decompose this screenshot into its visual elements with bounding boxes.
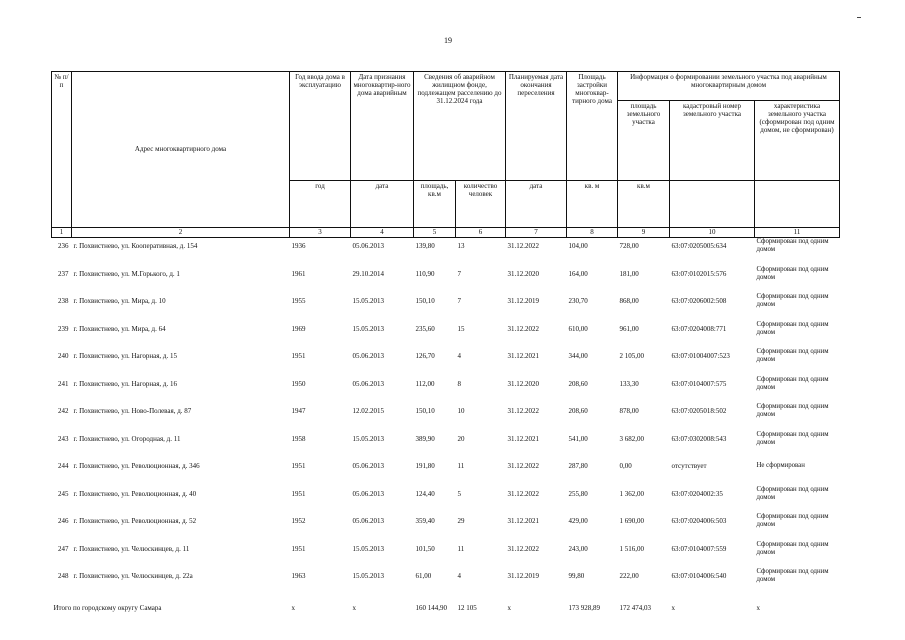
unit-cadastral bbox=[670, 181, 755, 228]
total-cadastral: x bbox=[671, 603, 675, 612]
row-built-area: 208,60 bbox=[568, 379, 588, 388]
header-address: Адрес многоквартирного дома bbox=[72, 72, 290, 228]
row-characteristic: Сформирован под одним домом bbox=[756, 540, 829, 556]
row-year: 1951 bbox=[291, 544, 306, 553]
row-area: 101,50 bbox=[415, 544, 435, 553]
table-row bbox=[52, 513, 840, 541]
row-year: 1961 bbox=[291, 269, 306, 278]
row-address: г. Похвистнево, ул. Мира, д. 10 bbox=[73, 297, 166, 305]
row-date-recognized: 15.05.2013 bbox=[352, 572, 384, 580]
row-characteristic: Сформирован под одним домом bbox=[756, 238, 829, 254]
row-built-area: 208,60 bbox=[568, 407, 588, 415]
unit-date-recognized: дата bbox=[351, 181, 414, 228]
header-date-recognized: Дата признания многоквартир-ного дома аварийным bbox=[351, 72, 414, 181]
row-planned-date: 31.12.2022 bbox=[507, 462, 539, 470]
row-address: г. Похвистнево, ул. Революционная, д. 346 bbox=[73, 462, 200, 470]
row-built-area: 243,00 bbox=[568, 544, 588, 553]
row-date-recognized: 05.06.2013 bbox=[352, 242, 384, 250]
total-characteristic: x bbox=[756, 603, 760, 612]
row-cadastral: 63:07:0205018:502 bbox=[671, 407, 727, 415]
row-people: 29 bbox=[457, 517, 465, 525]
row-index: 248 bbox=[58, 572, 69, 580]
row-planned-date: 31.12.2021 bbox=[507, 434, 539, 443]
row-planned-date: 31.12.2022 bbox=[507, 324, 539, 333]
table-row bbox=[52, 568, 840, 596]
row-people: 7 bbox=[457, 269, 461, 278]
row-planned-date: 31.12.2019 bbox=[507, 297, 539, 305]
row-land-area: 222,00 bbox=[619, 572, 639, 580]
row-address: г. Похвистнево, ул. Челюскинцев, д. 11 bbox=[73, 544, 190, 553]
total-row bbox=[52, 596, 840, 624]
column-number: 3 bbox=[290, 228, 351, 238]
row-address: г. Похвистнево, ул. Революционная, д. 52 bbox=[73, 517, 197, 525]
row-built-area: 541,00 bbox=[568, 434, 588, 443]
row-index: 242 bbox=[58, 407, 69, 415]
row-year: 1969 bbox=[291, 324, 306, 333]
row-date-recognized: 29.10.2014 bbox=[352, 269, 384, 278]
row-date-recognized: 15.05.2013 bbox=[352, 324, 384, 333]
row-index: 240 bbox=[58, 352, 69, 360]
row-cadastral: 63:07:0204006:503 bbox=[671, 517, 727, 525]
column-number: 7 bbox=[506, 228, 567, 238]
row-area: 126,70 bbox=[415, 352, 435, 360]
total-built-area: 173 928,89 bbox=[568, 603, 600, 612]
table-row bbox=[52, 321, 840, 349]
row-land-area: 133,30 bbox=[619, 379, 639, 388]
table-row bbox=[52, 376, 840, 404]
row-area: 139,80 bbox=[415, 242, 435, 250]
table-row bbox=[52, 458, 840, 486]
header-year: Год ввода дома в эксплуатацию bbox=[290, 72, 351, 181]
row-people: 7 bbox=[457, 297, 461, 305]
page-number: 19 bbox=[444, 36, 452, 45]
table-row bbox=[52, 348, 840, 376]
row-date-recognized: 05.06.2013 bbox=[352, 517, 384, 525]
row-characteristic: Сформирован под одним домом bbox=[756, 485, 829, 501]
total-year: x bbox=[291, 603, 295, 612]
total-land-area: 172 474,03 bbox=[619, 603, 651, 612]
row-address: г. Похвистнево, ул. Огородная, д. 11 bbox=[73, 434, 181, 443]
row-year: 1955 bbox=[291, 297, 306, 305]
row-people: 10 bbox=[457, 407, 465, 415]
row-index: 241 bbox=[58, 379, 69, 388]
row-year: 1936 bbox=[291, 242, 306, 250]
row-land-area: 1 362,00 bbox=[619, 489, 644, 498]
header-land-characteristic: характеристика земельного участка (сформирован под одним домом, не сформирован) bbox=[755, 101, 840, 181]
row-area: 61,00 bbox=[415, 572, 432, 580]
header-index: № п/п bbox=[52, 72, 72, 228]
row-index: 246 bbox=[58, 517, 69, 525]
row-people: 4 bbox=[457, 572, 461, 580]
row-people: 8 bbox=[457, 379, 461, 388]
unit-land-area: кв.м bbox=[618, 181, 670, 228]
row-year: 1951 bbox=[291, 352, 306, 360]
row-characteristic: Сформирован под одним домом bbox=[756, 430, 829, 446]
row-land-area: 878,00 bbox=[619, 407, 639, 415]
row-year: 1963 bbox=[291, 572, 306, 580]
row-address: г. Похвистнево, ул. Мира, д. 64 bbox=[73, 324, 166, 333]
header-built-area: Площадь застройки многоквар-тирного дома bbox=[567, 72, 618, 181]
row-built-area: 164,00 bbox=[568, 269, 588, 278]
total-planned-date: x bbox=[507, 603, 511, 612]
row-date-recognized: 15.05.2013 bbox=[352, 434, 384, 443]
row-address: г. Похвистнево, ул. М.Горького, д. 1 bbox=[73, 269, 180, 278]
row-cadastral: 63:07:0104007:559 bbox=[671, 544, 727, 553]
row-people: 11 bbox=[457, 462, 465, 470]
row-built-area: 230,70 bbox=[568, 297, 588, 305]
row-address: г. Похвистнево, ул. Нагорная, д. 16 bbox=[73, 379, 177, 388]
column-number: 1 bbox=[52, 228, 72, 238]
row-address: г. Похвистнево, ул. Кооперативная, д. 154 bbox=[73, 242, 198, 250]
header-planned-date: Планируемая дата окончания переселения bbox=[506, 72, 567, 181]
row-land-area: 0,00 bbox=[619, 462, 632, 470]
row-land-area: 961,00 bbox=[619, 324, 639, 333]
row-area: 112,00 bbox=[415, 379, 435, 388]
row-cadastral: 63:07:0102015:576 bbox=[671, 269, 727, 278]
row-year: 1950 bbox=[291, 379, 306, 388]
row-index: 236 bbox=[58, 242, 69, 250]
row-year: 1947 bbox=[291, 407, 306, 415]
corner-mark bbox=[857, 17, 861, 18]
row-people: 5 bbox=[457, 489, 461, 498]
row-planned-date: 31.12.2020 bbox=[507, 379, 539, 388]
row-built-area: 255,80 bbox=[568, 489, 588, 498]
row-index: 245 bbox=[58, 489, 69, 498]
row-address: г. Похвистнево, ул. Челюскинцев, д. 22а bbox=[73, 572, 193, 580]
row-land-area: 1 516,00 bbox=[619, 544, 644, 553]
row-area: 389,90 bbox=[415, 434, 435, 443]
row-year: 1951 bbox=[291, 489, 306, 498]
emergency-housing-table bbox=[51, 71, 840, 624]
row-characteristic: Сформирован под одним домом bbox=[756, 348, 829, 364]
row-characteristic: Сформирован под одним домом bbox=[756, 265, 829, 281]
row-planned-date: 31.12.2019 bbox=[507, 572, 539, 580]
unit-planned-date: дата bbox=[506, 181, 567, 228]
total-date-recognized: x bbox=[352, 603, 356, 612]
column-number: 6 bbox=[456, 228, 506, 238]
row-date-recognized: 05.06.2013 bbox=[352, 379, 384, 388]
row-cadastral: 63:07:0206002:508 bbox=[671, 297, 727, 305]
row-area: 191,80 bbox=[415, 462, 435, 470]
row-built-area: 344,00 bbox=[568, 352, 588, 360]
table-row bbox=[52, 238, 840, 266]
row-characteristic: Сформирован под одним домом bbox=[756, 293, 829, 309]
unit-year: год bbox=[290, 181, 351, 228]
row-land-area: 728,00 bbox=[619, 242, 639, 250]
row-land-area: 181,00 bbox=[619, 269, 639, 278]
row-area: 150,10 bbox=[415, 297, 435, 305]
row-cadastral: 63:07:0104006:540 bbox=[671, 572, 727, 580]
row-characteristic: Сформирован под одним домом bbox=[756, 375, 829, 391]
row-characteristic: Сформирован под одним домом bbox=[756, 320, 829, 336]
row-characteristic: Не сформирован bbox=[756, 462, 805, 469]
row-cadastral: 63:07:0104007:575 bbox=[671, 379, 727, 388]
row-area: 124,40 bbox=[415, 489, 435, 498]
row-date-recognized: 05.06.2013 bbox=[352, 462, 384, 470]
row-characteristic: Сформирован под одним домом bbox=[756, 568, 829, 584]
unit-characteristic bbox=[755, 181, 840, 228]
row-cadastral: 63:07:01004007:523 bbox=[671, 352, 730, 360]
row-index: 237 bbox=[58, 269, 69, 278]
row-index: 247 bbox=[58, 544, 69, 553]
row-characteristic: Сформирован под одним домом bbox=[756, 403, 829, 419]
table-row bbox=[52, 431, 840, 459]
row-built-area: 610,00 bbox=[568, 324, 588, 333]
unit-built-area: кв. м bbox=[567, 181, 618, 228]
row-area: 359,40 bbox=[415, 517, 435, 525]
row-people: 20 bbox=[457, 434, 465, 443]
row-index: 243 bbox=[58, 434, 69, 443]
header-cadastral: кадастровый номер земельного участка bbox=[670, 101, 755, 181]
row-cadastral: отсутствует bbox=[671, 462, 707, 470]
row-cadastral: 63:07:0204002:35 bbox=[671, 489, 723, 498]
table-row bbox=[52, 541, 840, 569]
column-number: 11 bbox=[755, 228, 840, 238]
row-planned-date: 31.12.2022 bbox=[507, 489, 539, 498]
row-address: г. Похвистнево, ул. Нагорная, д. 15 bbox=[73, 352, 177, 360]
column-number: 2 bbox=[72, 228, 290, 238]
row-cadastral: 63:07:0205005:634 bbox=[671, 242, 727, 250]
row-area: 150,10 bbox=[415, 407, 435, 415]
row-land-area: 2 105,00 bbox=[619, 352, 644, 360]
header-land-area: площадь земельного участка bbox=[618, 101, 670, 181]
total-people: 12 105 bbox=[457, 603, 477, 612]
row-index: 244 bbox=[58, 462, 69, 470]
row-people: 11 bbox=[457, 544, 465, 553]
row-planned-date: 31.12.2022 bbox=[507, 544, 539, 553]
total-label: Итого по городскому округу Самара bbox=[53, 603, 162, 612]
row-address: г. Похвистнево, ул. Ново-Полевая, д. 87 bbox=[73, 407, 192, 415]
row-year: 1952 bbox=[291, 517, 306, 525]
column-number: 10 bbox=[670, 228, 755, 238]
table-row bbox=[52, 266, 840, 294]
row-index: 238 bbox=[58, 297, 69, 305]
column-number: 4 bbox=[351, 228, 414, 238]
row-index: 239 bbox=[58, 324, 69, 333]
row-people: 13 bbox=[457, 242, 465, 250]
table-row bbox=[52, 486, 840, 514]
row-people: 4 bbox=[457, 352, 461, 360]
row-year: 1958 bbox=[291, 434, 306, 443]
row-planned-date: 31.12.2021 bbox=[507, 352, 539, 360]
table-row bbox=[52, 293, 840, 321]
column-number: 5 bbox=[414, 228, 456, 238]
total-area: 160 144,90 bbox=[415, 603, 447, 612]
row-built-area: 99,80 bbox=[568, 572, 585, 580]
header-land-info: Информация о формировании земельного участка под аварийным многоквартирным домом bbox=[618, 72, 840, 101]
row-area: 235,60 bbox=[415, 324, 435, 333]
row-date-recognized: 12.02.2015 bbox=[352, 407, 384, 415]
unit-area: площадь, кв.м bbox=[414, 181, 456, 228]
row-planned-date: 31.12.2020 bbox=[507, 269, 539, 278]
row-date-recognized: 05.06.2013 bbox=[352, 352, 384, 360]
row-people: 15 bbox=[457, 324, 465, 333]
table-row bbox=[52, 403, 840, 431]
row-date-recognized: 15.05.2013 bbox=[352, 544, 384, 553]
row-date-recognized: 05.06.2013 bbox=[352, 489, 384, 498]
unit-people: количество человек bbox=[456, 181, 506, 228]
row-year: 1951 bbox=[291, 462, 306, 470]
row-cadastral: 63:07:0302008:543 bbox=[671, 434, 727, 443]
row-planned-date: 31.12.2022 bbox=[507, 242, 539, 250]
row-land-area: 1 690,00 bbox=[619, 517, 644, 525]
row-planned-date: 31.12.2022 bbox=[507, 407, 539, 415]
row-address: г. Похвистнево, ул. Революционная, д. 40 bbox=[73, 489, 197, 498]
row-planned-date: 31.12.2021 bbox=[507, 517, 539, 525]
row-date-recognized: 15.05.2013 bbox=[352, 297, 384, 305]
row-area: 110,90 bbox=[415, 269, 435, 278]
row-built-area: 429,00 bbox=[568, 517, 588, 525]
row-land-area: 868,00 bbox=[619, 297, 639, 305]
row-built-area: 287,80 bbox=[568, 462, 588, 470]
column-number: 9 bbox=[618, 228, 670, 238]
row-built-area: 104,00 bbox=[568, 242, 588, 250]
column-number: 8 bbox=[567, 228, 618, 238]
row-cadastral: 63:07:0204008:771 bbox=[671, 324, 727, 333]
header-emergency-fund: Сведения об аварийном жилищном фонде, подлежащем расселению до 31.12.2024 года bbox=[414, 72, 506, 181]
row-characteristic: Сформирован под одним домом bbox=[756, 513, 829, 529]
row-land-area: 3 682,00 bbox=[619, 434, 644, 443]
table-body bbox=[52, 238, 840, 624]
